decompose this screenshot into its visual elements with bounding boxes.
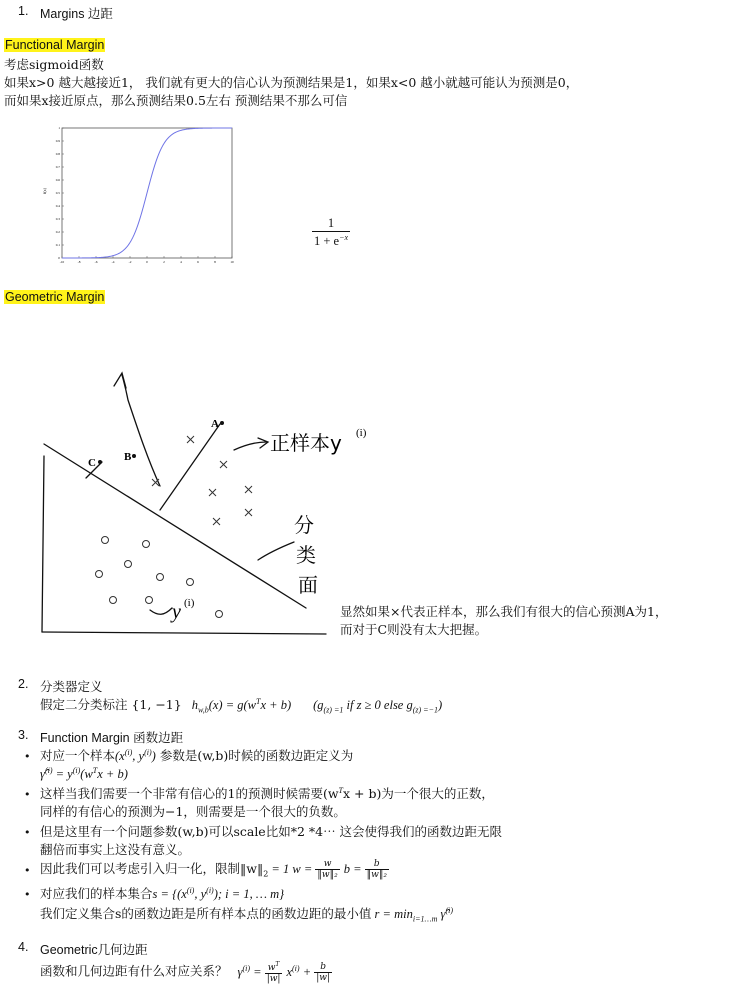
x-tick-label: -8 [77, 260, 81, 264]
handwritten-positive: 正样本y [270, 431, 342, 455]
y-axis-line [42, 456, 44, 632]
x-mark [245, 509, 252, 516]
y-tick-label: 0.9 [55, 139, 60, 144]
handwritten-negative-sup: (i) [184, 597, 195, 609]
negative-samples [96, 537, 223, 618]
function-margin-item-2b: 同样的有信心的预测为−1，则需要是一个很大的负数。 [40, 804, 346, 819]
sigmoid-explain-2: 而如果x接近原点，那么预测结果0.5左右 预测结果不那么可信 [4, 93, 348, 108]
bullet-icon: • [24, 826, 31, 839]
margin-line [160, 424, 220, 510]
bullet-icon: • [24, 788, 31, 801]
sigmoid-formula [312, 216, 350, 249]
x-mark [213, 518, 220, 525]
x-tick-label: 8 [214, 260, 216, 264]
geometric-note-1: 显然如果×代表正样本，那么我们有很大的信心预测A为1， [340, 604, 668, 619]
geometric-margin-heading: Geometric Margin [5, 290, 105, 304]
x-tick-label: -6 [94, 260, 98, 264]
section-4-title: Geometric几何边距 [40, 943, 148, 957]
positive-pointer [234, 442, 266, 450]
x-mark [245, 486, 252, 493]
section-1-number: 1. [18, 4, 29, 18]
function-margin-item-1: 对应一个样本($x^{(i)}$, $y^{(i)}$) 参数是(w,b)时候的函数边距定义为 [40, 747, 354, 763]
bullet-icon: • [24, 888, 31, 901]
formula-exponent: −x [339, 233, 349, 242]
x-tick-label: 4 [180, 260, 182, 264]
x-tick-label: -2 [128, 260, 132, 264]
o-mark [187, 579, 194, 586]
section-3-number: 3. [18, 728, 29, 742]
y-tick-label: 0.6 [55, 178, 60, 183]
w-vector [122, 375, 160, 486]
handwritten-negative: y [172, 601, 181, 623]
o-mark [96, 571, 103, 578]
sigmoid-intro: 考虑sigmoid函数 [4, 57, 104, 72]
function-margin-item-2: 这样当我们需要一个非常有信心的1的预测时候需要$(w^Tx + b)$为一个很大的正数， [40, 785, 494, 801]
point-c-dot [98, 460, 102, 464]
bullet-icon: • [24, 750, 31, 763]
boundary-pointer [258, 542, 294, 560]
sigmoid-explain-1: 如果x>0 越大越接近1， 我们就有更大的信心认为预测结果是1，如果x<0 越小就越可能认为预测是0， [4, 75, 579, 90]
o-mark [157, 574, 164, 581]
section-3-title: Function Margin 函数边距 [40, 731, 184, 745]
section-2-number: 2. [18, 677, 29, 691]
point-a-dot [220, 421, 224, 425]
o-mark [216, 611, 223, 618]
y-tick-label: 0.7 [55, 165, 60, 170]
function-margin-item-3: 但是这里有一个问题参数(w,b)可以scale比如*2 *4⋯ 这会使得我们的函数边距无限 [40, 824, 503, 839]
x-axis-line [42, 632, 326, 634]
formula-denominator: 1 + e [314, 234, 340, 249]
decision-boundary [44, 444, 306, 608]
handwritten-boundary-3: 面 [298, 573, 318, 597]
bullet-icon: • [24, 864, 31, 877]
function-margin-item-3b: 翻倍而事实上这没有意义。 [40, 842, 191, 857]
o-mark [143, 541, 150, 548]
y-tick-label: 0.2 [55, 230, 60, 235]
point-b-dot [132, 454, 136, 458]
o-mark [110, 597, 117, 604]
handwritten-positive-sup: (i) [356, 427, 367, 439]
classifier-definition: 假定二分类标注 {1, −1} $h_{w,b}(x) = g(w^Tx + b)$ ($g_{(z) =1}$ if z ≥ 0 else $g_{(z) =-1}$) [40, 696, 443, 715]
y-tick-label: 0.8 [55, 152, 60, 157]
handwritten-boundary-2: 类 [296, 543, 316, 567]
y-tick-label: 0 [58, 256, 60, 261]
x-tick-label: 0 [146, 260, 148, 264]
function-margin-item-4: 因此我们可以考虑引入归一化，限制$‖w‖_2 = 1$ w = $\frac{w}{\text{‖w‖₂}}$ b = $\frac{b}{\text{‖w‖₂}}$ [40, 859, 387, 880]
function-margin-item-5b: 我们定义集合s的函数边距是所有样本点的函数边距的最小值 $r = \min_{i=1\dots m}$ γ̂$^{(i)}$ [40, 905, 453, 924]
y-tick-label: 0.3 [55, 217, 60, 222]
section-2-title: 分类器定义 [40, 679, 103, 694]
function-margin-item-5: 对应我们的样本集合$s = \{(x^{(i)}$, $y^{(i)}$); i = 1, … m} [40, 885, 285, 901]
y-tick-label: 0.1 [55, 243, 60, 248]
y-tick-label: 0.4 [55, 204, 60, 209]
x-tick-label: 6 [197, 260, 199, 264]
geometric-diagram [30, 360, 367, 650]
o-mark [102, 537, 109, 544]
x-mark [187, 436, 194, 443]
point-c-label: C [88, 457, 96, 469]
o-mark [125, 561, 132, 568]
negative-pointer [150, 608, 172, 614]
geometric-relation: 函数和几何边距有什么对应关系？ $\gamma^{(i)}$ = $\frac{w^T}{|w|}$ $x^{(i)}$ + $\frac{b}{|w|}$ [40, 961, 331, 984]
x-mark [209, 489, 216, 496]
o-mark [146, 597, 153, 604]
x-tick-label: -10 [59, 260, 65, 264]
point-a-label: A [211, 418, 219, 430]
formula-numerator: 1 [312, 216, 350, 232]
sigmoid-chart [40, 122, 240, 274]
x-tick-label: 2 [163, 260, 165, 264]
point-b-label: B [124, 451, 132, 463]
y-tick-label: 1 [58, 126, 60, 131]
x-mark [220, 461, 227, 468]
x-tick-label: -4 [111, 260, 115, 264]
section-4-number: 4. [18, 940, 29, 954]
handwritten-boundary-1: 分 [294, 513, 314, 537]
y-tick-label: 0.5 [55, 191, 60, 196]
functional-margin-heading: Functional Margin [5, 38, 105, 52]
section-1-title: Margins 边距 [40, 7, 113, 21]
sigmoid-curve [62, 128, 232, 258]
y-axis-label: f(x) [42, 188, 47, 194]
function-margin-formula: γ̂$^{(i)}$ = $y^{(i)}(w^Tx + b)$ [40, 766, 128, 782]
x-tick-label: 10 [230, 260, 234, 264]
geometric-note-2: 而对于C则没有太大把握。 [340, 622, 488, 637]
